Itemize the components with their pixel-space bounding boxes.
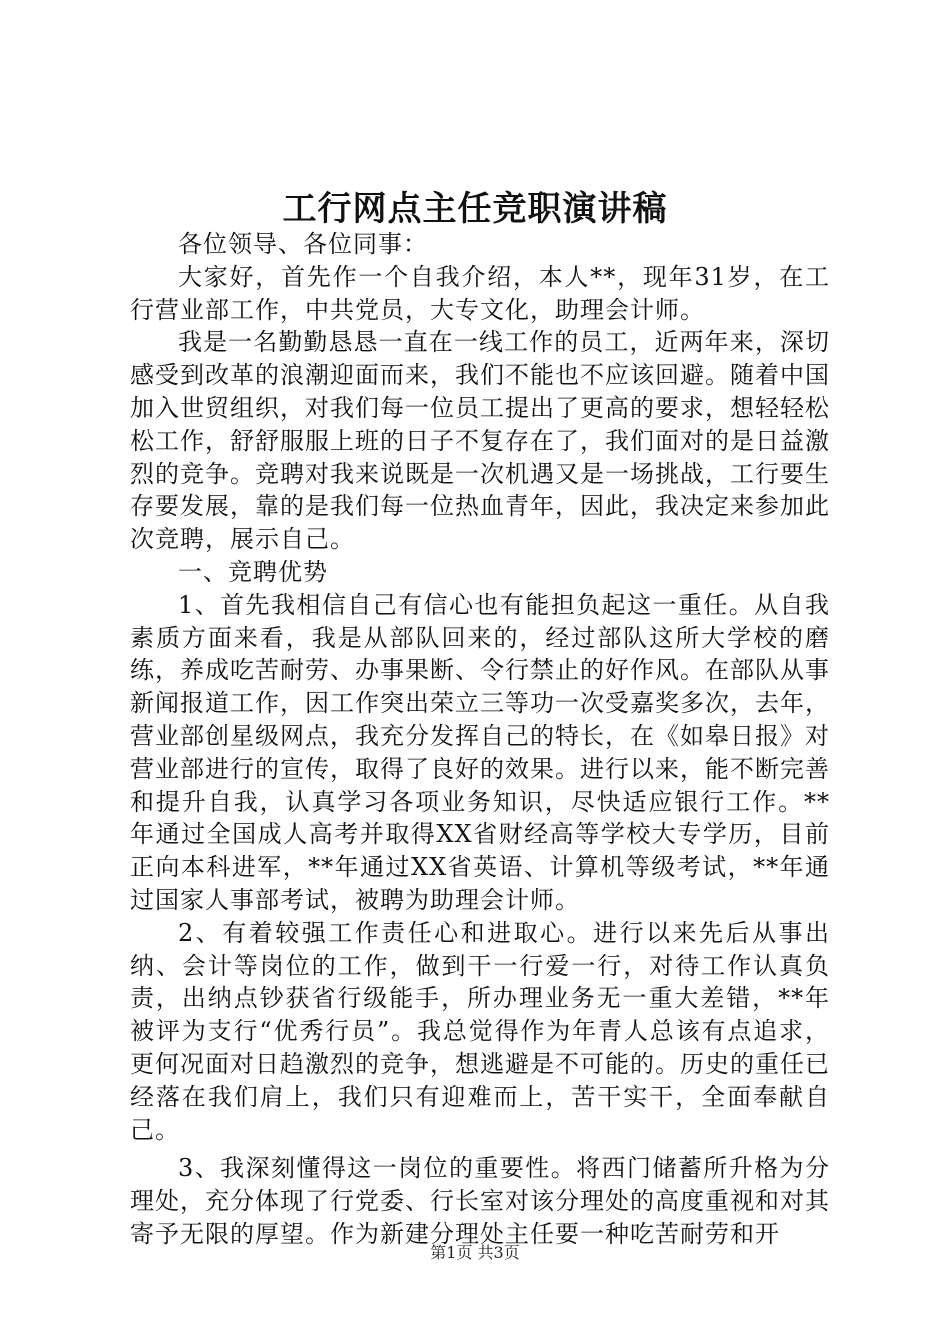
paragraph-advantage-2: 2、有着较强工作责任心和进取心。进行以来先后从事出纳、会计等岗位的工作，做到干一行爱一行，对待工作认真负责，出纳点钞获省行级能手，所办理业务无一重大差错，**年被评为支行“优秀行员”。我总觉得作为年青人总该有点追求，更何况面对日趋激烈的竞争，想逃避是不可能的。历史的重任已经落在我们肩上，我们只有迎难而上，苦干实干，全面奉献自己。 bbox=[130, 918, 830, 1144]
section-heading-advantages: 一、竞聘优势 bbox=[178, 557, 328, 586]
document-body bbox=[130, 228, 830, 1251]
page-number-footer: 第1页 共3页 bbox=[430, 1243, 520, 1262]
paragraph-advantage-1: 1、首先我相信自己有信心也有能担负起这一重任。从自我素质方面来看，我是从部队回来的，经过部队这所大学校的磨练，养成吃苦耐劳、办事果断、令行禁止的好作风。在部队从事新闻报道工作，因工作突出荣立三等功一次受嘉奖多次，去年，营业部创星级网点，我充分发挥自己的特长，在《如皋日报》对营业部进行的宣传，取得了良好的效果。进行以来，能不断完善和提升自我，认真学习各项业务知识，尽快适应银行工作。**年通过全国成人高考并取得XX省财经高等学校大专学历，目前正向本科进军，**年通过XX省英语、计算机等级考试，**年通过国家人事部考试，被聘为助理会计师。 bbox=[130, 590, 830, 914]
paragraph-motivation: 我是一名勤勤恳恳一直在一线工作的员工，近两年来，深切感受到改革的浪潮迎面而来，我们不能也不应该回避。随着中国加入世贸组织，对我们每一位员工提出了更高的要求，想轻轻松松工作，舒舒服服上班的日子不复存在了，我们面对的是日益激烈的竞争。竞聘对我来说既是一次机遇又是一场挑战，工行要生存要发展，靠的是我们每一位热血青年，因此，我决定来参加此次竞聘，展示自己。 bbox=[130, 328, 830, 554]
paragraph-introduction: 大家好，首先作一个自我介绍，本人**，现年31岁，在工行营业部工作，中共党员，大专文化，助理会计师。 bbox=[130, 262, 830, 324]
paragraph-advantage-3: 3、我深刻懂得这一岗位的重要性。将西门储蓄所升格为分理处，充分体现了行党委、行长室对该分理处的高度重视和对其寄予无限的厚望。作为新建分理处主任要一种吃苦耐劳和开 bbox=[130, 1154, 830, 1248]
paragraph-greeting: 各位领导、各位同事： bbox=[178, 230, 428, 258]
document-title: 工行网点主任竞职演讲稿 bbox=[282, 189, 668, 229]
